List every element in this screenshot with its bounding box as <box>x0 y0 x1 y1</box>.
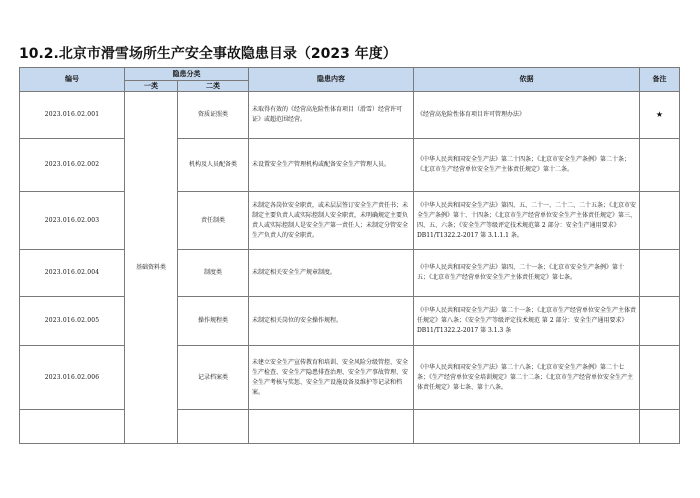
row-category2: 操作规程类 <box>178 297 249 346</box>
table-header <box>20 68 680 92</box>
row-content: 未制定各岗位安全职责，或未层层签订安全生产责任书；未制定主要负责人或实际控制人安全职责，未明确规定主要负责人或实际控制人是安全生产第一责任人；未制定分管安全生产负责人的安全职责。 <box>249 192 414 250</box>
header-cat1: 一类 <box>125 81 178 92</box>
row-content: 未制定相关安全生产规章制度。 <box>249 250 414 297</box>
row-basis: 《中华人民共和国安全生产法》第四、五、二十一、二十二、二十五条；《北京市安全生产条例》第十、十四条；《北京市生产经营单位安全生产主体责任规定》第三、四、五、六条；《安全生产等级评定技术规范第 2 部分：安全生产通用要求》DB11/T1322.2-2017 第 3.1.1.1 条。 <box>414 192 640 250</box>
row-category1: 基础资料类 <box>125 92 178 444</box>
row-code: 2023.016.02.001 <box>20 92 125 139</box>
table-row-empty <box>20 410 680 444</box>
row-note <box>640 250 680 297</box>
row-note-empty <box>640 410 680 444</box>
row-note <box>640 192 680 250</box>
hazard-catalog-table <box>19 67 680 444</box>
table-row <box>20 297 680 346</box>
row-content: 未取得有效的《经营高危险性体育项目（滑雪）经营许可证》或超范围经营。 <box>249 92 414 139</box>
table-row <box>20 250 680 297</box>
row-note <box>640 297 680 346</box>
row-code: 2023.016.02.003 <box>20 192 125 250</box>
row-category2: 制度类 <box>178 250 249 297</box>
row-content: 未设置安全生产管理机构或配备安全生产管理人员。 <box>249 139 414 192</box>
header-content: 隐患内容 <box>249 68 414 92</box>
row-note <box>640 139 680 192</box>
table-row <box>20 92 680 139</box>
row-category2-empty <box>178 410 249 444</box>
row-note <box>640 346 680 410</box>
row-basis: 《中华人民共和国安全生产法》第二十一条；《北京市生产经营单位安全生产主体责任规定》第八条；《安全生产等级评定技术规范 第 2 部分：安全生产通用要求》DB11/T1322.2-2017 第 3.1.3 条 <box>414 297 640 346</box>
row-category2: 机构及人员配备类 <box>178 139 249 192</box>
header-cat2: 二类 <box>178 81 249 92</box>
page-title: 10.2.北京市滑雪场所生产安全事故隐患目录（2023 年度） <box>19 46 397 62</box>
header-category: 隐患分类 <box>125 68 249 81</box>
header-note: 备注 <box>640 68 680 92</box>
row-basis: 《中华人民共和国安全生产法》第二十八条；《北京市安全生产条例》第二十七条；《生产经营单位安全培训规定》第二十二条；《北京市生产经营单位安全生产主体责任规定》第七条、第十八条。 <box>414 346 640 410</box>
row-code: 2023.016.02.002 <box>20 139 125 192</box>
row-content: 未建立安全生产宣传教育和培训、安全风险分级管控、安全生产检查、安全生产隐患排查治理、安全生产事故管理、安全生产考核与奖惩、安全生产设施设备及维护等记录和档案。 <box>249 346 414 410</box>
table-row <box>20 139 680 192</box>
table-row <box>20 346 680 410</box>
row-code: 2023.016.02.004 <box>20 250 125 297</box>
row-content-empty <box>249 410 414 444</box>
row-basis: 《中华人民共和国安全生产法》第二十四条；《北京市安全生产条例》第二十条；《北京市生产经营单位安全生产主体责任规定》第十二条。 <box>414 139 640 192</box>
row-code-empty <box>20 410 125 444</box>
row-basis: 《经营高危险性体育项目许可管理办法》 <box>414 92 640 139</box>
header-code: 编号 <box>20 68 125 92</box>
header-basis: 依据 <box>414 68 640 92</box>
row-content: 未制定相关岗位的安全操作规程。 <box>249 297 414 346</box>
row-basis-empty <box>414 410 640 444</box>
row-basis: 《中华人民共和国安全生产法》第四、二十一条；《北京市安全生产条例》第十五；《北京市生产经营单位安全生产主体责任规定》第七条。 <box>414 250 640 297</box>
row-code: 2023.016.02.005 <box>20 297 125 346</box>
row-category2: 责任制类 <box>178 192 249 250</box>
table-row <box>20 192 680 250</box>
row-category2: 资质证照类 <box>178 92 249 139</box>
star-icon: ★ <box>640 92 680 139</box>
row-category2: 记录档案类 <box>178 346 249 410</box>
row-code: 2023.016.02.006 <box>20 346 125 410</box>
